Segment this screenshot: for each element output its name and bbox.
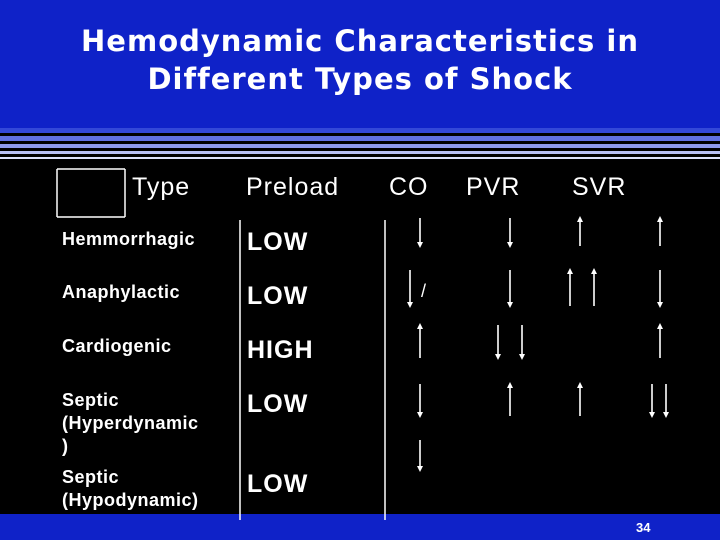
arrow-down-icon (649, 384, 655, 418)
row-type-hemmorrhagic: Hemmorrhagic (62, 229, 196, 249)
preload-anaphylactic: LOW (247, 282, 309, 310)
row-type-line: ) (62, 436, 69, 456)
arrow-down-icon (407, 270, 413, 308)
arrow-up-icon (417, 323, 423, 358)
arrow-down-icon (663, 384, 669, 418)
arrow-up-icon (577, 382, 583, 416)
arrow-down-icon (519, 325, 525, 360)
header-svr: SVR (572, 173, 627, 201)
row-type-anaphylactic: Anaphylactic (62, 282, 181, 302)
title-line-1: Hemodynamic Characteristics in (81, 24, 639, 58)
preload-cardiogenic: HIGH (247, 336, 314, 364)
arrow-down-icon (417, 218, 423, 248)
arrow-up-icon (577, 216, 583, 246)
row-type-line: Septic (62, 390, 120, 410)
header-preload: Preload (246, 173, 340, 201)
arrow-down-icon (507, 218, 513, 248)
preload-hemmorrhagic: LOW (247, 228, 309, 256)
arrow-up-icon (657, 216, 663, 246)
arrow-down-icon (495, 325, 501, 360)
row-type-line: (Hyperdynamic (62, 413, 199, 433)
header-type: Type (132, 173, 191, 201)
co-note-anaphylactic: / (421, 281, 427, 301)
header-co: CO (389, 173, 429, 201)
page-number: 34 (636, 520, 651, 535)
row-type-cardiogenic: Cardiogenic (62, 336, 172, 356)
arrow-down-icon (417, 440, 423, 472)
row-type-line: (Hypodynamic) (62, 490, 199, 510)
arrow-up-icon (567, 268, 573, 306)
title-line-2: Different Types of Shock (147, 62, 573, 96)
arrow-up-icon (507, 382, 513, 416)
arrow-down-icon (657, 270, 663, 308)
header-pvr: PVR (466, 173, 521, 201)
arrow-down-icon (417, 384, 423, 418)
arrow-up-icon (591, 268, 597, 306)
arrow-up-icon (657, 323, 663, 358)
preload-septic-hyper: LOW (247, 390, 309, 418)
preload-septic-hypo: LOW (247, 470, 309, 498)
row-type-line: Septic (62, 467, 120, 487)
arrow-down-icon (507, 270, 513, 308)
